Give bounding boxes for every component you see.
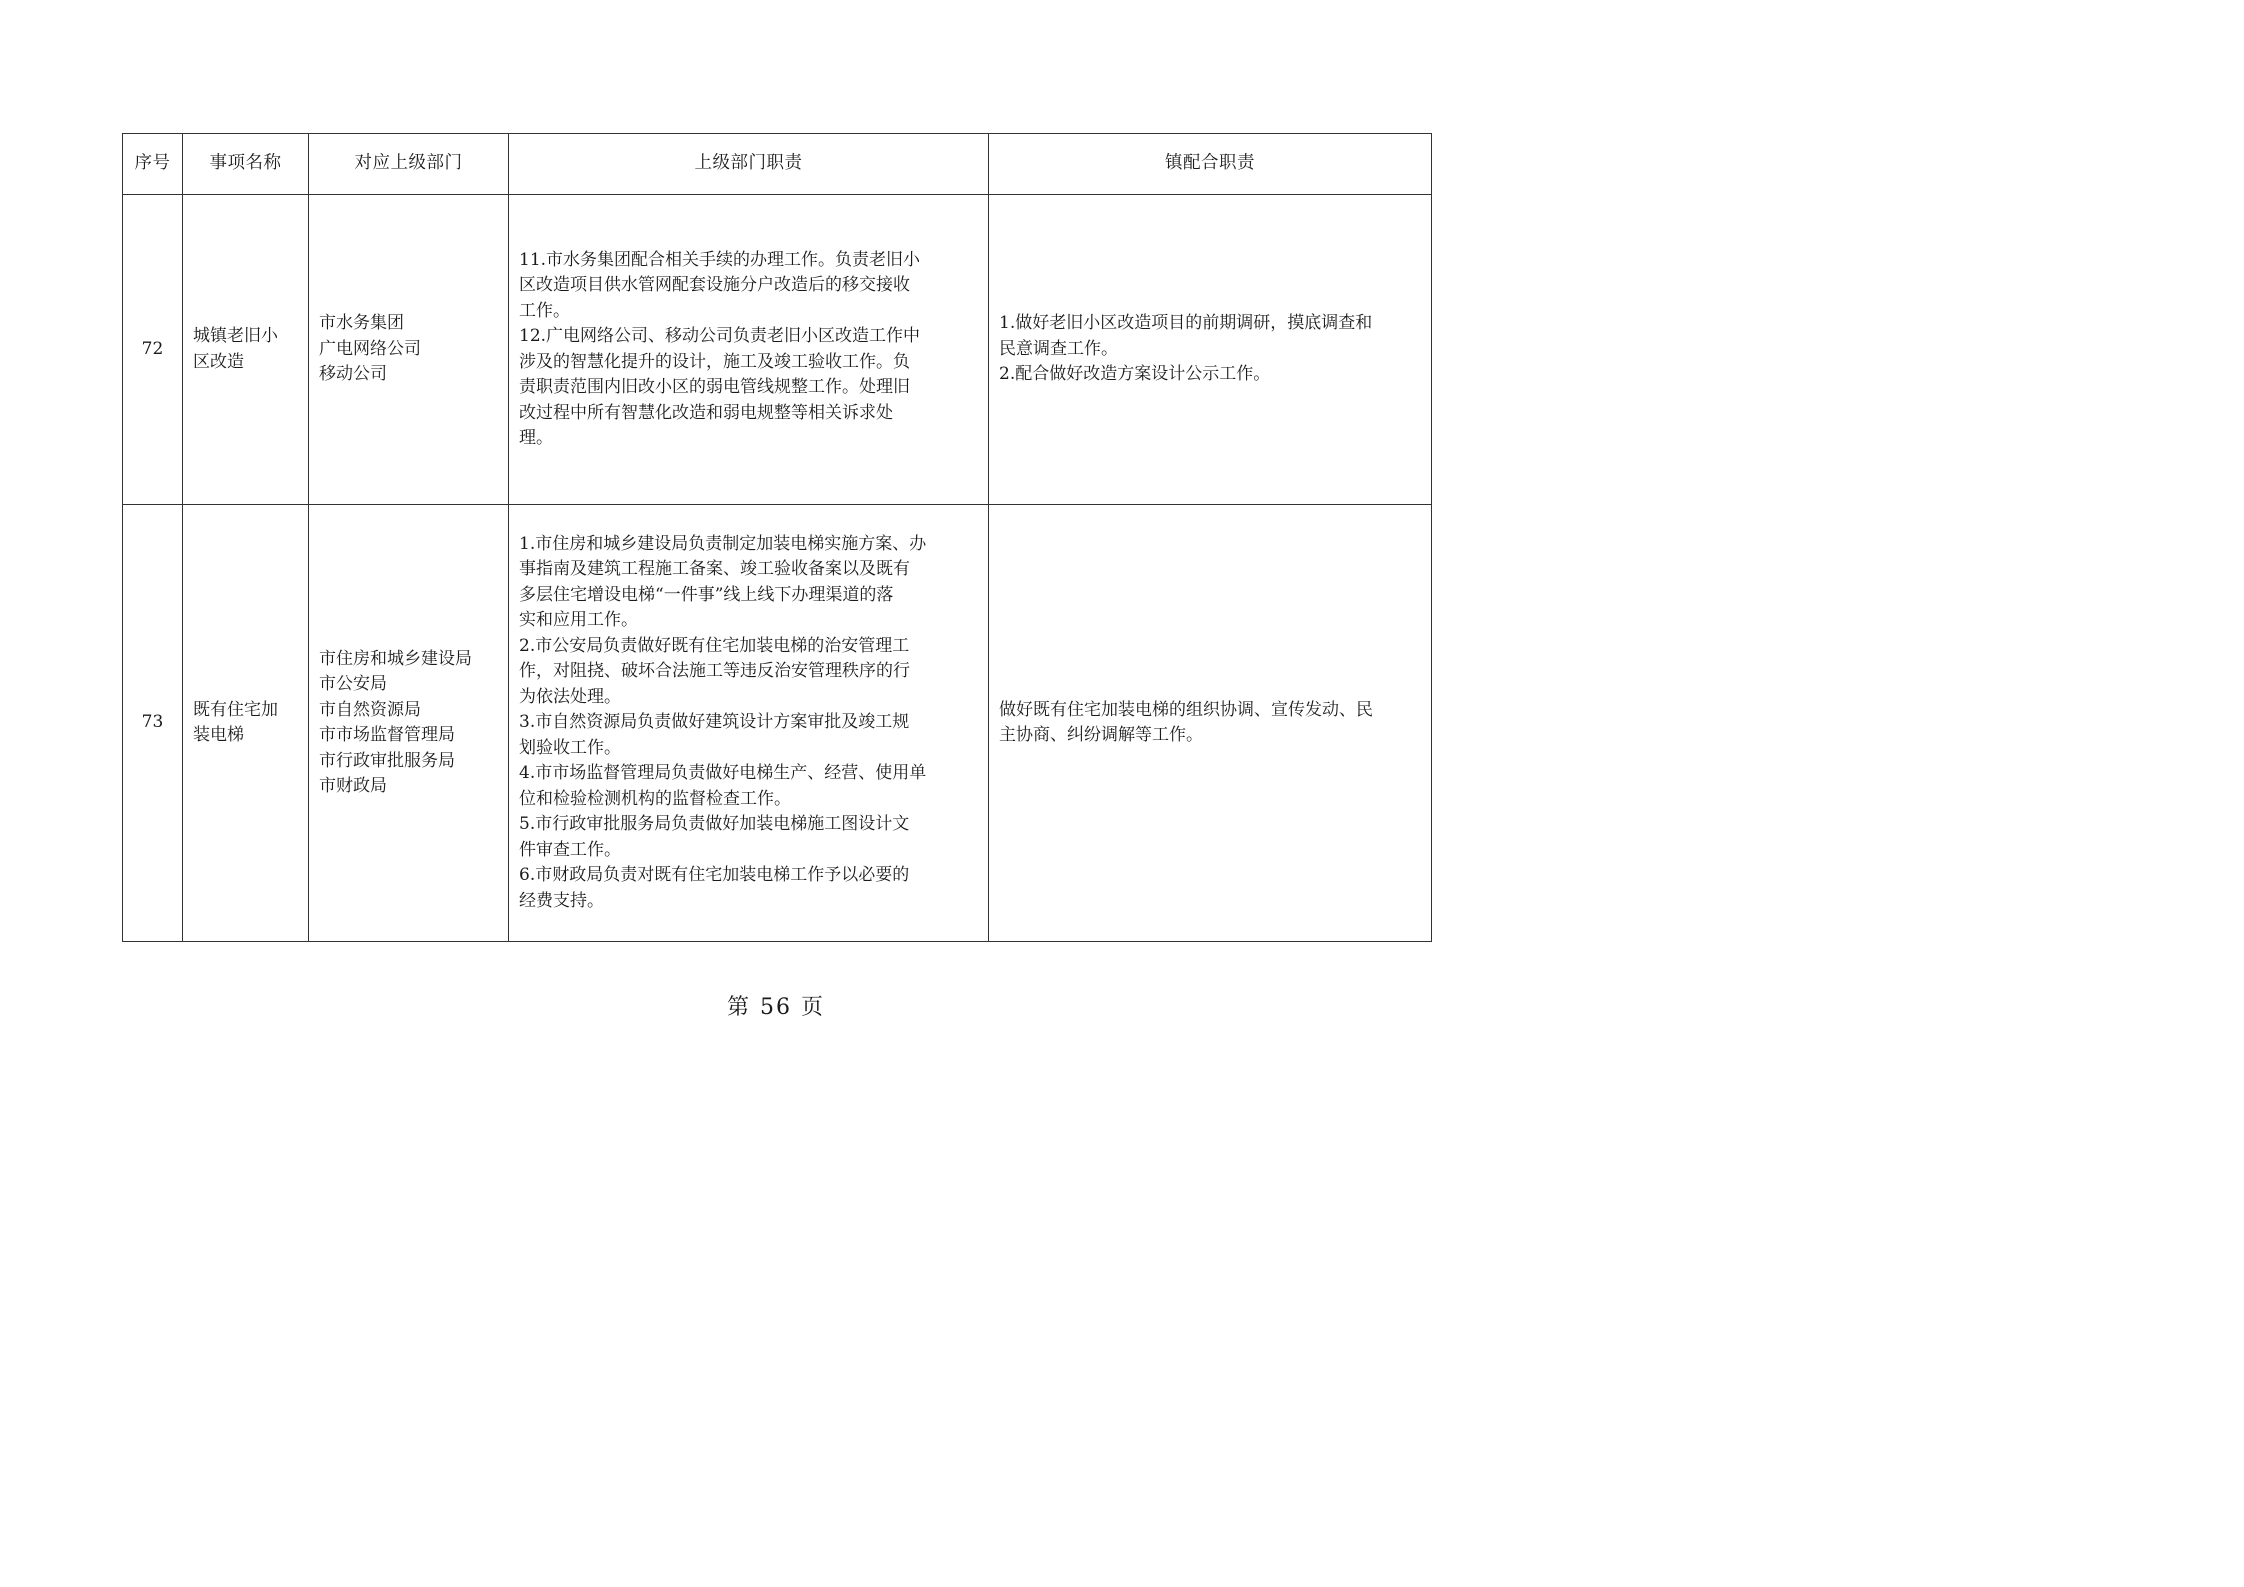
table-row <box>123 505 1432 942</box>
superior-duty-line: 区改造项目供水管网配套设施分户改造后的移交接收 <box>519 275 910 295</box>
row-serial-no: 72 <box>123 195 183 505</box>
department-line: 市行政审批服务局 <box>319 750 455 771</box>
item-name-line: 城镇老旧小 <box>193 326 278 346</box>
superior-duty-line: 5.市行政审批服务局负责做好加装电梯施工图设计文 <box>519 814 910 835</box>
town-duty-line: 2.配合做好改造方案设计公示工作。 <box>999 364 1271 385</box>
superior-duty-line: 改过程中所有智慧化改造和弱电规整等相关诉求处 <box>519 402 893 423</box>
superior-duty-line: 划验收工作。 <box>519 737 621 758</box>
superior-duty-line: 1.市住房和城乡建设局负责制定加装电梯实施方案、办 <box>519 533 927 554</box>
row-superior-duties <box>509 195 989 505</box>
table-header-row <box>123 134 1432 195</box>
header-item-name: 事项名称 <box>183 134 309 195</box>
superior-duty-line: 2.市公安局负责做好既有住宅加装电梯的治安管理工 <box>519 635 910 656</box>
row-superior-duties <box>509 505 989 942</box>
department-line: 移动公司 <box>319 364 387 385</box>
superior-duty-line: 3.市自然资源局负责做好建筑设计方案审批及竣工规 <box>519 712 910 733</box>
row-departments <box>309 505 509 942</box>
superior-duty-line: 事指南及建筑工程施工备案、竣工验收备案以及既有 <box>519 559 910 580</box>
superior-duty-line: 理。 <box>519 428 553 448</box>
superior-duty-line: 11.市水务集团配合相关手续的办理工作。负责老旧小 <box>519 249 921 270</box>
row-town-duties <box>989 195 1432 505</box>
item-name-line: 既有住宅加 <box>193 699 278 720</box>
superior-duty-line: 件审查工作。 <box>519 839 621 860</box>
department-line: 市自然资源局 <box>319 699 421 720</box>
department-line: 广电网络公司 <box>319 338 421 359</box>
superior-duty-line: 工作。 <box>519 300 570 321</box>
department-line: 市水务集团 <box>319 313 404 334</box>
superior-duty-line: 涉及的智慧化提升的设计，施工及竣工验收工作。负 <box>519 351 910 372</box>
row-item-name <box>183 505 309 942</box>
superior-duty-line: 作，对阻挠、破坏合法施工等违反治安管理秩序的行 <box>519 661 910 682</box>
town-duty-line: 做好既有住宅加装电梯的组织协调、宣传发动、民 <box>999 699 1373 720</box>
department-line: 市财政局 <box>319 776 387 796</box>
department-line: 市市场监督管理局 <box>319 725 455 745</box>
row-serial-no: 73 <box>123 505 183 942</box>
superior-duty-line: 为依法处理。 <box>519 686 621 707</box>
row-departments <box>309 195 509 505</box>
superior-duty-line: 6.市财政局负责对既有住宅加装电梯工作予以必要的 <box>519 865 910 886</box>
superior-duty-line: 位和检验检测机构的监督检查工作。 <box>519 788 791 809</box>
town-duty-line: 1.做好老旧小区改造项目的前期调研，摸底调查和 <box>999 313 1373 334</box>
superior-duty-line: 4.市市场监督管理局负责做好电梯生产、经营、使用单 <box>519 763 927 784</box>
superior-duty-line: 12.广电网络公司、移动公司负责老旧小区改造工作中 <box>519 326 921 346</box>
responsibility-table <box>122 133 1432 942</box>
header-town-duties: 镇配合职责 <box>989 134 1432 195</box>
department-line: 市公安局 <box>319 674 387 694</box>
superior-duty-line: 经费支持。 <box>519 890 604 911</box>
town-duty-line: 主协商、纠纷调解等工作。 <box>999 725 1203 745</box>
header-superior-duties: 上级部门职责 <box>509 134 989 195</box>
town-duty-line: 民意调查工作。 <box>999 338 1118 359</box>
page-number: 第 56 页 <box>727 995 825 1020</box>
superior-duty-line: 实和应用工作。 <box>519 610 638 631</box>
item-name-line: 装电梯 <box>193 725 244 745</box>
header-superior-department: 对应上级部门 <box>309 134 509 195</box>
row-town-duties <box>989 505 1432 942</box>
row-item-name <box>183 195 309 505</box>
superior-duty-line: 责职责范围内旧改小区的弱电管线规整工作。处理旧 <box>519 377 910 397</box>
department-line: 市住房和城乡建设局 <box>319 648 472 669</box>
item-name-line: 区改造 <box>193 351 244 372</box>
header-serial-no: 序号 <box>123 134 183 195</box>
superior-duty-line: 多层住宅增设电梯“一件事”线上线下办理渠道的落 <box>519 584 894 605</box>
table-row <box>123 195 1432 505</box>
